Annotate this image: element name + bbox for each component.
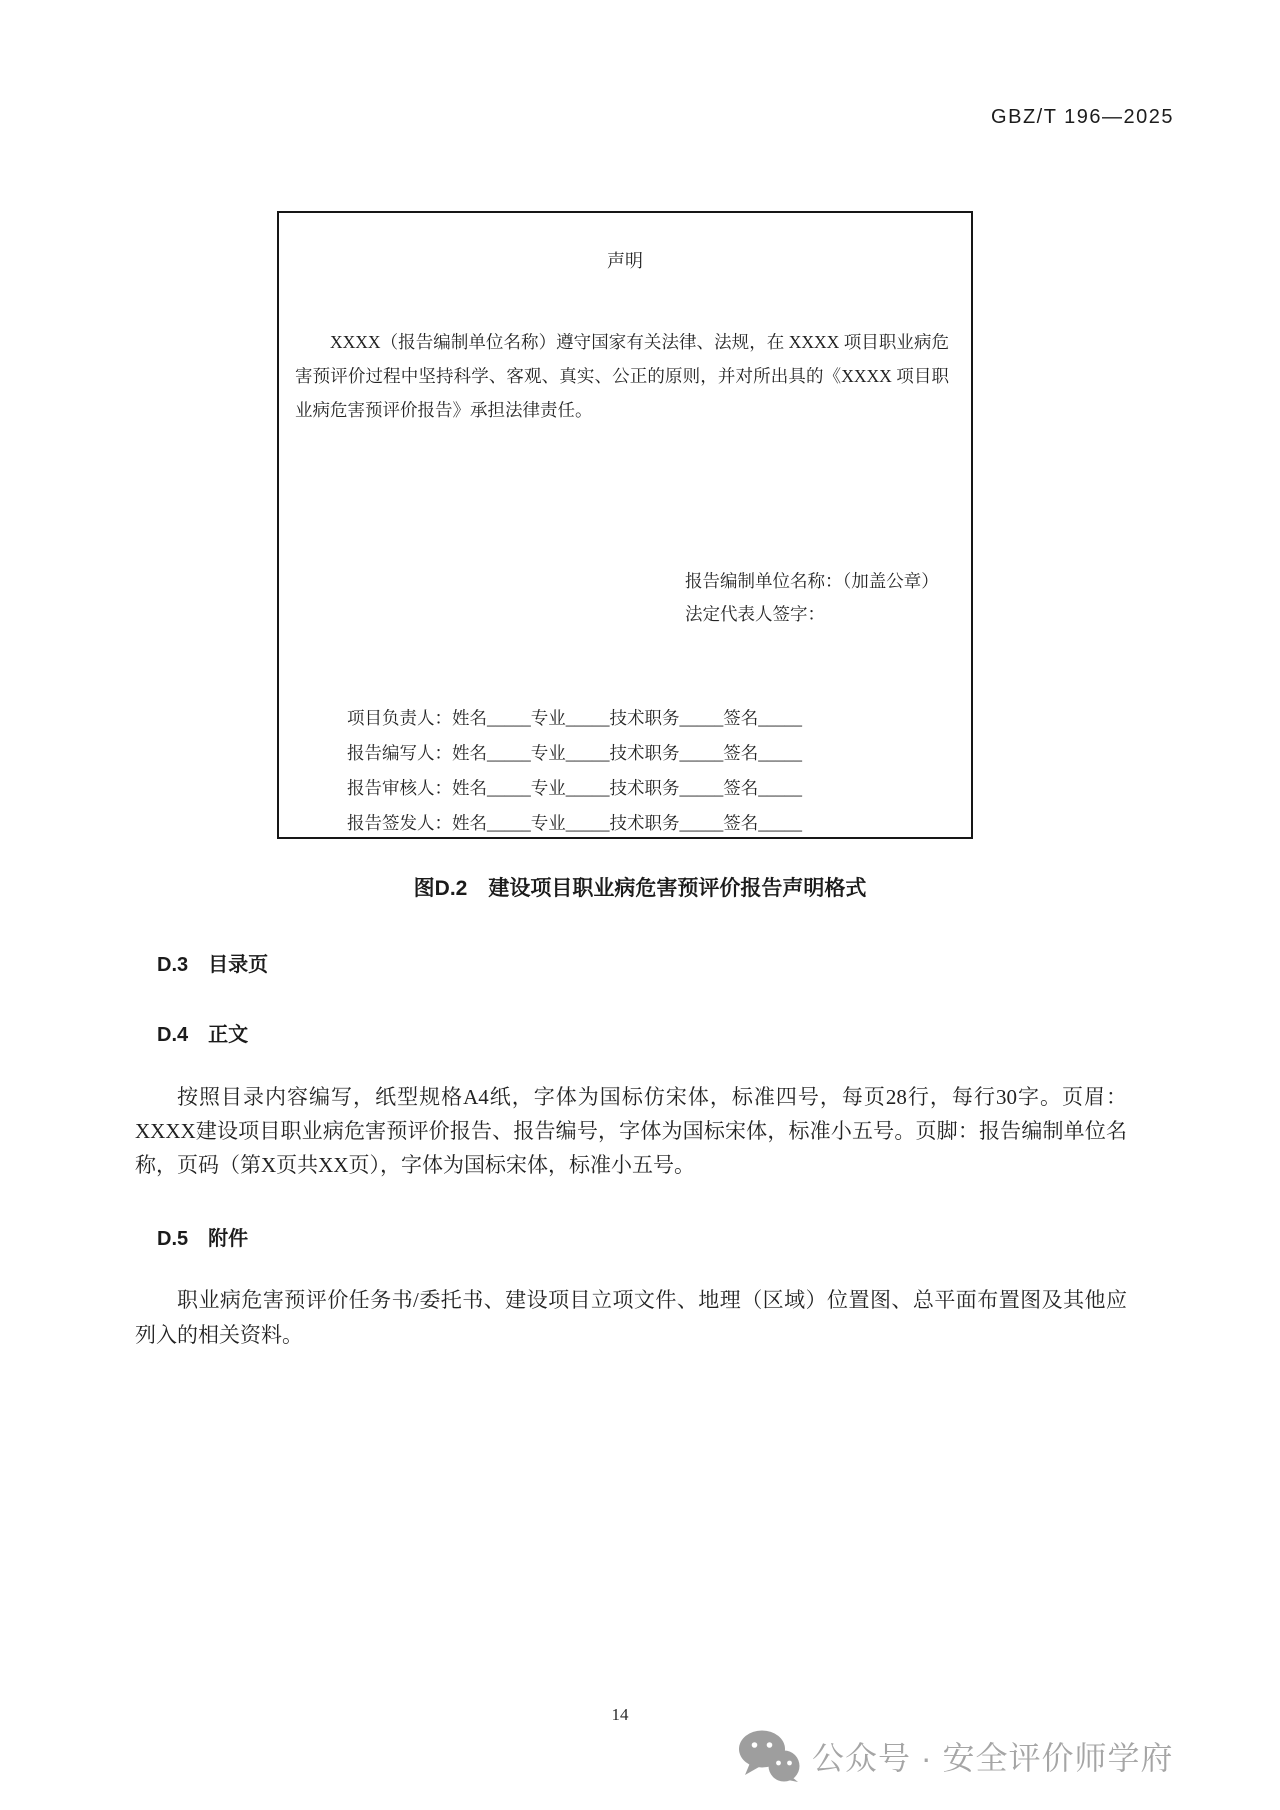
section-heading-d4: D.4 正文 [157,1024,249,1046]
section-body-d5: 职业病危害预评价任务书/委托书、建设项目立项文件、地理（区域）位置图、总平面布置图及其他应列入的相关资料。 [135,1288,1127,1347]
watermark-text: 公众号 · 安全评价师学府 [812,1740,1174,1776]
section-heading-d3: D.3 目录页 [157,954,269,976]
section-heading-d5: D.5 附件 [157,1228,249,1250]
signer-rows [347,701,802,841]
declaration-box [277,211,973,839]
declaration-title: 声明 [607,251,643,271]
standard-number: GBZ/T 196—2025 [991,106,1174,128]
org-name-line: 报告编制单位名称：（加盖公章） [685,571,939,591]
signer-row-report-writer: 报告编写人：姓名_____专业_____技术职务_____签名_____ [347,743,802,763]
signer-row-report-issuer: 报告签发人：姓名_____专业_____技术职务_____签名_____ [347,813,802,833]
wechat-icon [738,1730,800,1782]
page-number: 14 [611,1705,629,1724]
watermark [738,1730,1173,1782]
figure-caption: 图D.2 建设项目职业病危害预评价报告声明格式 [413,877,867,900]
section-body-d4: 按照目录内容编写，纸型规格A4纸，字体为国标仿宋体，标准四号，每页28行，每行30字。页眉：XXXX建设项目职业病危害预评价报告、报告编号，字体为国标宋体，标准小五号。页脚：报告编制单位名称，页码（第X页共XX页），字体为国标宋体，标准小五号。 [135,1085,1127,1177]
declaration-signing-block [685,565,939,631]
signer-row-report-reviewer: 报告审核人：姓名_____专业_____技术职务_____签名_____ [347,778,802,798]
legal-representative-line: 法定代表人签字： [685,604,825,624]
declaration-body: XXXX（报告编制单位名称）遵守国家有关法律、法规，在 XXXX 项目职业病危害预评价过程中坚持科学、客观、真实、公正的原则，并对所出具的《XXXX 项目职业病危害预评价报告》承担法律责任。 [295,332,949,420]
signer-row-project-lead: 项目负责人：姓名_____专业_____技术职务_____签名_____ [347,708,802,728]
